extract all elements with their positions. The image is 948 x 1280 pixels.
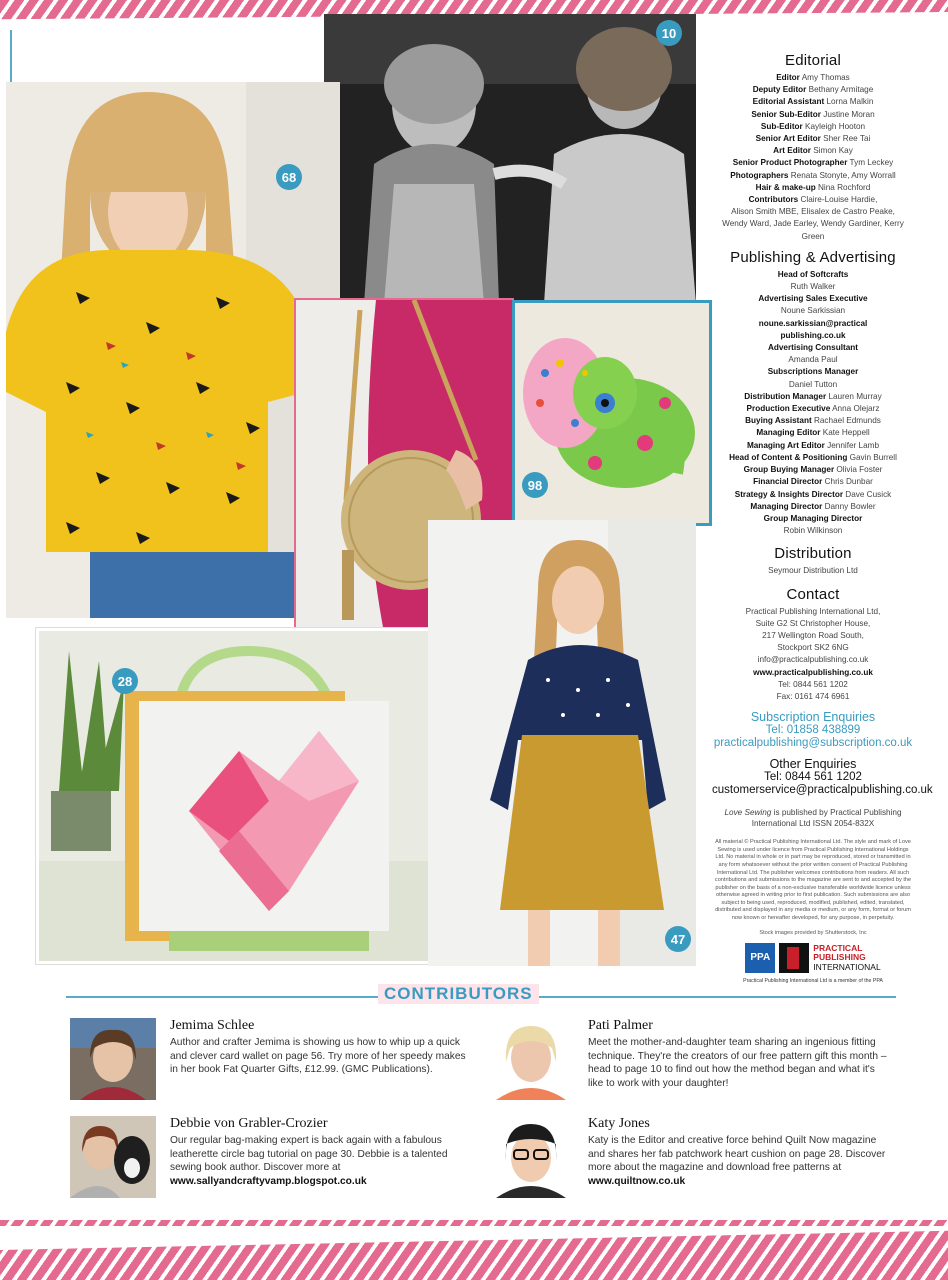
- distribution-heading: Distribution: [774, 545, 852, 563]
- publishing-row: [712, 318, 914, 330]
- other-enquiries-block: [712, 757, 933, 797]
- distribution-text: Seymour Distribution Ltd: [768, 566, 858, 576]
- avatar: [488, 1116, 574, 1198]
- contributor-bio: [170, 1134, 470, 1188]
- contact-email[interactable]: info@practicalpublishing.co.uk: [757, 655, 869, 665]
- publishing-row: [712, 354, 914, 366]
- editorial-person: Lorna Malkin: [826, 97, 874, 107]
- publishing-role: Strategy & Insights Director: [734, 489, 844, 499]
- editorial-person: Sher Ree Tai: [823, 134, 871, 144]
- editorial-person: Tym Leckey: [849, 158, 894, 168]
- publishing-person: Gavin Burrell: [849, 452, 897, 462]
- credits-column: [712, 48, 933, 987]
- publishing-role: Group Buying Manager: [743, 465, 835, 475]
- wordmark-line-2: PUBLISHING: [813, 952, 866, 963]
- practical-publishing-logo-icon: [779, 943, 809, 973]
- publishing-heading: Publishing & Advertising: [730, 248, 896, 266]
- editorial-role: Photographers: [730, 170, 789, 180]
- editorial-role: Senior Art Editor: [755, 134, 821, 144]
- publishing-role: Managing Art Editor: [746, 440, 825, 450]
- contributor-bio: Author and crafter Jemima is showing us how to whip up a quick and clever card wallet on page 56. Try more of her speedy makes in her book Fat Quarter Gifts, £12.99. (GMC Publications).: [170, 1037, 466, 1076]
- contact-heading: Contact: [786, 585, 840, 603]
- publishing-row: [712, 330, 914, 342]
- publishing-role: Head of Content & Positioning: [729, 452, 848, 462]
- publishing-role: Managing Director: [750, 501, 823, 511]
- publishing-person: Dave Cusick: [845, 489, 892, 499]
- publishing-row: [712, 342, 914, 354]
- publishing-role: Group Managing Director: [763, 513, 863, 523]
- photo-heart-cushion: [36, 628, 442, 964]
- editorial-row: [712, 157, 914, 169]
- wordmark-line-1: PRACTICAL: [813, 942, 863, 953]
- contributor-name: Pati Palmer: [588, 1018, 653, 1033]
- publishing-person: Chris Dunbar: [824, 477, 873, 487]
- publishing-person: Danny Bowler: [824, 501, 876, 511]
- avatar: [70, 1116, 156, 1198]
- photo-yellow-blouse: [6, 82, 340, 618]
- publishing-list: [712, 269, 914, 537]
- publishing-row: [712, 379, 914, 391]
- contributor-bio: [588, 1134, 888, 1188]
- publishing-role: Managing Editor: [756, 428, 821, 438]
- contact-website[interactable]: www.practicalpublishing.co.uk: [753, 667, 873, 677]
- publishing-row: [712, 476, 914, 488]
- editorial-role: Contributors: [748, 195, 799, 205]
- publishing-role: noune.sarkissian@practical: [758, 318, 868, 328]
- publishing-row: [712, 501, 914, 513]
- editorial-role: Senior Product Photographer: [732, 158, 848, 168]
- publishing-role: Distribution Manager: [744, 391, 827, 401]
- contributor-name: Jemima Schlee: [170, 1018, 255, 1033]
- publishing-row: [712, 391, 914, 403]
- avatar: [488, 1018, 574, 1100]
- photo-mustard-skirt: [428, 520, 696, 966]
- contributor-bio: Meet the mother-and-daughter team sharing an ingenious fitting technique. They're the creators of our free pattern gift this month – head to page 10 to find out how the method began and what it's like to work with your daughter!: [588, 1037, 887, 1089]
- avatar: [70, 1018, 156, 1100]
- page-badge-68: 68: [276, 164, 302, 190]
- editorial-row: [712, 96, 914, 108]
- contributor-link[interactable]: www.sallyandcraftyvamp.blogspot.co.uk: [170, 1175, 367, 1187]
- editorial-person: Kayleigh Hooton: [805, 121, 866, 131]
- ppa-membership-note: Practical Publishing International Ltd is a member of the PPA: [743, 977, 883, 984]
- subscription-block: [712, 711, 914, 750]
- ppa-logos: [712, 943, 914, 973]
- editorial-row: [712, 182, 914, 194]
- practical-publishing-wordmark: [813, 944, 880, 973]
- blouse-photo-illustration: [6, 82, 340, 618]
- publishing-person: Noune Sarkissian: [780, 306, 846, 316]
- contributors-heading: CONTRIBUTORS: [378, 984, 539, 1004]
- photo-bw-fitting: [324, 14, 696, 304]
- other-enquiries-tel: Tel: 0844 561 1202: [764, 771, 862, 784]
- love-sewing-note: [712, 807, 914, 829]
- editorial-row: [712, 145, 914, 157]
- contact-line-3: 217 Wellington Road South,: [762, 630, 864, 640]
- publishing-person: Olivia Foster: [836, 465, 883, 475]
- contact-line-4: Stockport SK2 6NG: [777, 643, 849, 653]
- subscription-heading: Subscription Enquiries: [750, 710, 876, 725]
- editorial-row: [712, 109, 914, 121]
- skirt-photo-illustration: [428, 520, 696, 966]
- contributor-link[interactable]: www.quiltnow.co.uk: [588, 1175, 686, 1187]
- editorial-person: Amy Thomas: [801, 73, 850, 82]
- editorial-person: Nina Rochford: [818, 182, 871, 192]
- publishing-row: [712, 427, 914, 439]
- publishing-person: Lauren Murray: [828, 391, 882, 401]
- editorial-row: [712, 72, 914, 84]
- contributor-bio-text: Katy is the Editor and creative force behind Quilt Now magazine and shares her fab patchwork heart cushion on page 28. Discover more about the magazine and download free patterns at: [588, 1135, 886, 1174]
- page-badge-28: 28: [112, 668, 138, 694]
- publishing-row: [712, 452, 914, 464]
- ppa-logo: PPA: [745, 943, 775, 973]
- contributor-name: Debbie von Grabler-Crozier: [170, 1116, 328, 1131]
- editorial-extra-1: Alison Smith MBE, Elisalex de Castro Peake,: [731, 207, 895, 217]
- publishing-role: Subscriptions Manager: [767, 367, 859, 377]
- editorial-row: [712, 194, 914, 206]
- publishing-row: [712, 440, 914, 452]
- publishing-row: [712, 403, 914, 415]
- editorial-role: Senior Sub-Editor: [751, 109, 821, 119]
- editorial-role: Editor: [776, 73, 800, 82]
- publishing-person: Ruth Walker: [790, 282, 836, 292]
- publishing-role: Financial Director: [753, 477, 823, 487]
- publishing-row: [712, 305, 914, 317]
- editorial-person: Justine Moran: [823, 109, 875, 119]
- wordmark-line-3: INTERNATIONAL: [813, 961, 881, 972]
- publishing-person: Daniel Tutton: [788, 379, 838, 389]
- contact-tel: Tel: 0844 561 1202: [778, 679, 848, 689]
- publishing-row: [712, 269, 914, 281]
- publishing-row: [712, 489, 914, 501]
- editorial-person: Bethany Armitage: [808, 85, 874, 95]
- love-sewing-text: is published by Practical Publishing International Ltd ISSN 2054-832X: [751, 808, 902, 829]
- editorial-list: [712, 72, 914, 206]
- publishing-row: [712, 366, 914, 378]
- publishing-row: [712, 281, 914, 293]
- publishing-role: Head of Softcrafts: [777, 269, 849, 279]
- subscription-tel: Tel: 01858 438899: [765, 724, 861, 737]
- other-enquiries-heading: Other Enquiries: [769, 757, 857, 772]
- editorial-person: Claire-Louise Hardie,: [800, 195, 878, 205]
- publishing-row: [712, 415, 914, 427]
- publishing-person: Jennifer Lamb: [827, 440, 880, 450]
- publishing-person: Anna Olejarz: [832, 404, 880, 414]
- love-sewing-title: Love Sewing: [724, 808, 772, 818]
- page-badge-47: 47: [665, 926, 691, 952]
- stock-credit: Stock images provided by Shutterstock, Inc: [759, 929, 867, 936]
- publishing-person: Rachael Edmunds: [813, 416, 881, 426]
- editorial-extra-2: Wendy Ward, Jade Earley, Wendy Gardiner, Kerry Green: [722, 219, 904, 241]
- editorial-row: [712, 121, 914, 133]
- editorial-role: Deputy Editor: [752, 85, 807, 95]
- editorial-role: Editorial Assistant: [752, 97, 825, 107]
- editorial-role: Art Editor: [773, 146, 811, 156]
- publishing-row: [712, 293, 914, 305]
- publishing-person: Amanda Paul: [788, 355, 838, 365]
- publishing-row: [712, 464, 914, 476]
- other-enquiries-email[interactable]: customerservice@practicalpublishing.co.uk: [712, 784, 933, 797]
- editorial-row: [712, 84, 914, 96]
- publishing-person: Kate Heppell: [822, 428, 870, 438]
- publishing-role: publishing.co.uk: [780, 330, 846, 340]
- subscription-email[interactable]: practicalpublishing@subscription.co.uk: [713, 737, 913, 750]
- contact-fax: Fax: 0161 474 6961: [776, 691, 850, 701]
- editorial-role: Sub-Editor: [760, 121, 803, 131]
- contact-line-1: Practical Publishing International Ltd,: [745, 606, 881, 616]
- publishing-role: Buying Assistant: [745, 416, 812, 426]
- editorial-row: [712, 170, 914, 182]
- editorial-heading: Editorial: [785, 52, 841, 69]
- publishing-role: Advertising Consultant: [767, 343, 859, 353]
- editorial-person: Renata Stonyte, Amy Worrall: [790, 170, 896, 180]
- contact-line-2: Suite G2 St Christopher House,: [755, 618, 871, 628]
- cushion-photo-illustration: [39, 631, 439, 961]
- contributor-name: Katy Jones: [588, 1116, 650, 1131]
- legal-notice: All material © Practical Publishing International Ltd. The style and mark of Love Sewing is used under licence from Practical Publishing International Holdings Ltd. No material in whole or in part may be reproduced, stored or transmitted in any form whatsoever without the prior written consent of Practical Publishing International Ltd. The publisher welcomes contributions from readers. All such contributions and submissions to the magazine are sent to and accepted by the publisher on the basis of a non-exclusive transferable worldwide licence unless otherwise agreed in writing prior to first publication. Such submissions are also subject to being used, reproduced, modified, published, edited, translated, distributed and displayed in any media or medium, or any form, format or forum now known or hereafter developed, for any purpose, in perpetuity.: [714, 839, 912, 922]
- editorial-person: Simon Kay: [813, 146, 853, 156]
- bw-photo-illustration: [324, 14, 696, 304]
- publishing-row: [712, 525, 914, 537]
- editorial-row: [712, 133, 914, 145]
- publishing-role: Production Executive: [746, 404, 831, 414]
- contributor-bio-text: Our regular bag-making expert is back again with a fabulous leatherette circle bag tutorial on page 30. Debbie is a talented sewing book author. Discover more at: [170, 1135, 448, 1174]
- publishing-row: [712, 513, 914, 525]
- publishing-person: Robin Wilkinson: [783, 526, 843, 536]
- publishing-role: Advertising Sales Executive: [758, 294, 868, 304]
- editorial-role: Hair & make-up: [755, 182, 816, 192]
- page-badge-10: 10: [656, 20, 682, 46]
- page-badge-98: 98: [522, 472, 548, 498]
